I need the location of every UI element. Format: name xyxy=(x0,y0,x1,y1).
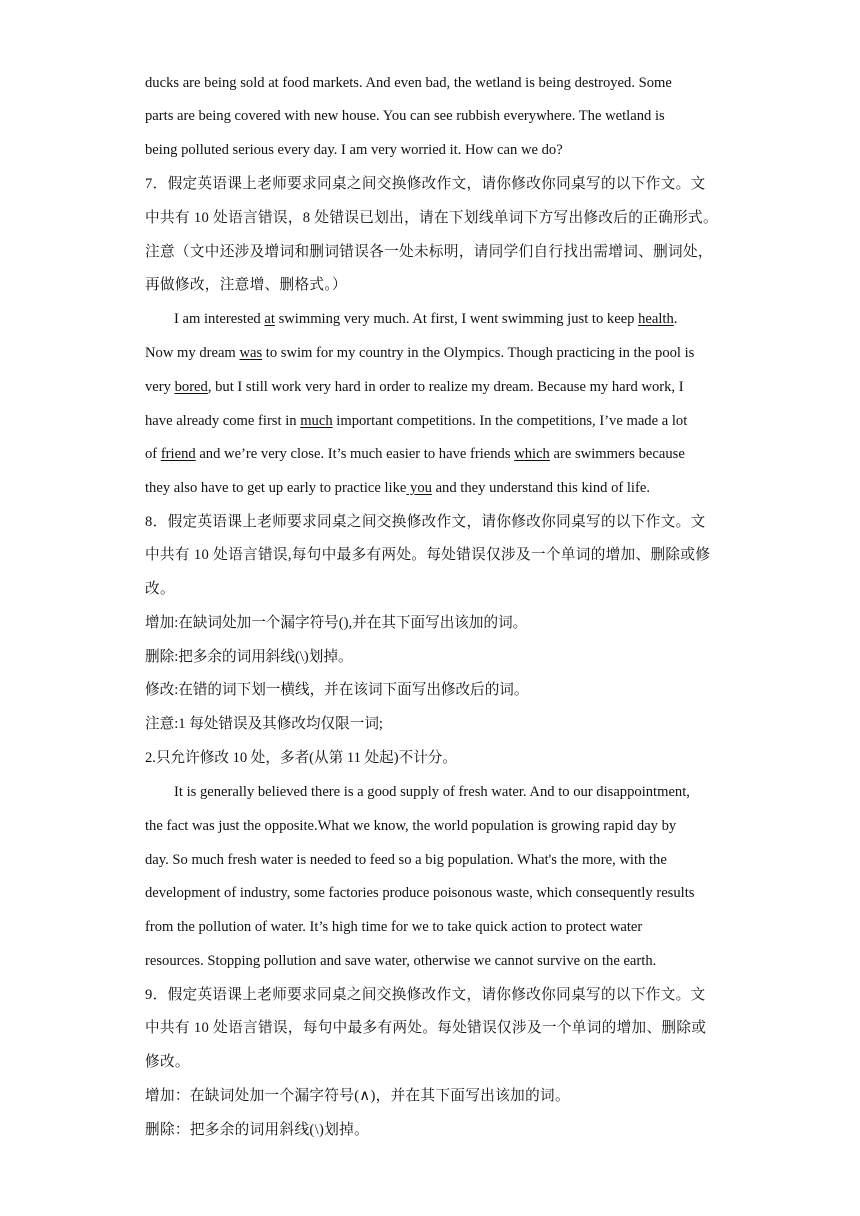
q7-instruction-line: 注意（文中还涉及增词和删词错误各一处未标明，请同学们自行找出需增词、删词处， xyxy=(145,244,713,260)
underlined-word: much xyxy=(300,413,333,429)
text-line: ducks are being sold at food markets. And even bad, the wetland is being destroyed. Some xyxy=(145,75,672,91)
q9-instruction-line: 修改。 xyxy=(145,1054,190,1070)
underlined-word: you xyxy=(406,480,432,496)
q8-passage-line: development of industry, some factories produce poisonous waste, which consequently results xyxy=(145,885,695,901)
q8-instruction-line: 修改:在错的词下划一横线，并在该词下面写出修改后的词。 xyxy=(145,682,529,698)
q9-instruction-line: 9．假定英语课上老师要求同桌之间交换修改作文，请你修改你同桌写的以下作文。文 xyxy=(145,987,706,1003)
underlined-word: was xyxy=(239,345,263,361)
q8-instruction-line: 改。 xyxy=(145,581,175,597)
underlined-word: which xyxy=(514,446,550,462)
text-line: parts are being covered with new house. You can see rubbish everywhere. The wetland is xyxy=(145,108,665,124)
q8-passage-line: resources. Stopping pollution and save water, otherwise we cannot survive on the earth. xyxy=(145,953,657,969)
q8-passage-line: the fact was just the opposite.What we know, the world population is growing rapid day by xyxy=(145,818,677,834)
q8-passage-line: from the pollution of water. It’s high time for we to take quick action to protect water xyxy=(145,919,643,935)
underlined-word: bored xyxy=(174,379,208,395)
q8-instruction-line: 8．假定英语课上老师要求同桌之间交换修改作文，请你修改你同桌写的以下作文。文 xyxy=(145,514,706,530)
q7-instruction-line: 再做修改，注意增、删格式。） xyxy=(145,277,347,293)
q8-passage-line: It is generally believed there is a good supply of fresh water. And to our disappointment, xyxy=(174,784,690,800)
q8-instruction-line: 注意:1 每处错误及其修改均仅限一词; xyxy=(145,716,383,732)
q7-passage-line: have already come first in much important competitions. In the competitions, I’ve made a lot xyxy=(145,413,688,429)
q8-passage-line: day. So much fresh water is needed to feed so a big population. What's the more, with the xyxy=(145,852,667,868)
q9-instruction-line: 中共有 10 处语言错误，每句中最多有两处。每处错误仅涉及一个单词的增加、删除或 xyxy=(145,1020,707,1036)
q7-passage-line: I am interested at swimming very much. At first, I went swimming just to keep health. xyxy=(174,311,678,327)
q8-instruction-line: 中共有 10 处语言错误,每句中最多有两处。每处错误仅涉及一个单词的增加、删除或修 xyxy=(145,547,711,563)
q9-instruction-line: 删除：把多余的词用斜线(\)划掉。 xyxy=(145,1122,370,1138)
q7-instruction-line: 7．假定英语课上老师要求同桌之间交换修改作文，请你修改你同桌写的以下作文。文 xyxy=(145,176,706,192)
underlined-word: friend xyxy=(160,446,196,462)
q7-instruction-line: 中共有 10 处语言错误，8 处错误已划出，请在下划线单词下方写出修改后的正确形式。 xyxy=(145,210,718,226)
q8-instruction-line: 2.只允许修改 10 处，多者(从第 11 处起)不计分。 xyxy=(145,750,457,766)
text-line: being polluted serious every day. I am very worried it. How can we do? xyxy=(145,142,563,158)
q9-instruction-line: 增加：在缺词处加一个漏字符号(∧)，并在其下面写出该加的词。 xyxy=(145,1088,570,1104)
q7-passage-line: very bored, but I still work very hard in order to realize my dream. Because my hard work, I xyxy=(145,379,684,395)
underlined-word: health xyxy=(638,311,674,327)
q7-passage-line: of friend and we’re very close. It’s much easier to have friends which are swimmers because xyxy=(145,446,685,462)
q7-passage-line: Now my dream was to swim for my country in the Olympics. Though practicing in the pool is xyxy=(145,345,695,361)
q8-instruction-line: 删除:把多余的词用斜线(\)划掉。 xyxy=(145,649,353,665)
q7-passage-line: they also have to get up early to practice like you and they understand this kind of life. xyxy=(145,480,650,496)
underlined-word: at xyxy=(264,311,275,327)
q8-instruction-line: 增加:在缺词处加一个漏字符号(),并在其下面写出该加的词。 xyxy=(145,615,528,631)
